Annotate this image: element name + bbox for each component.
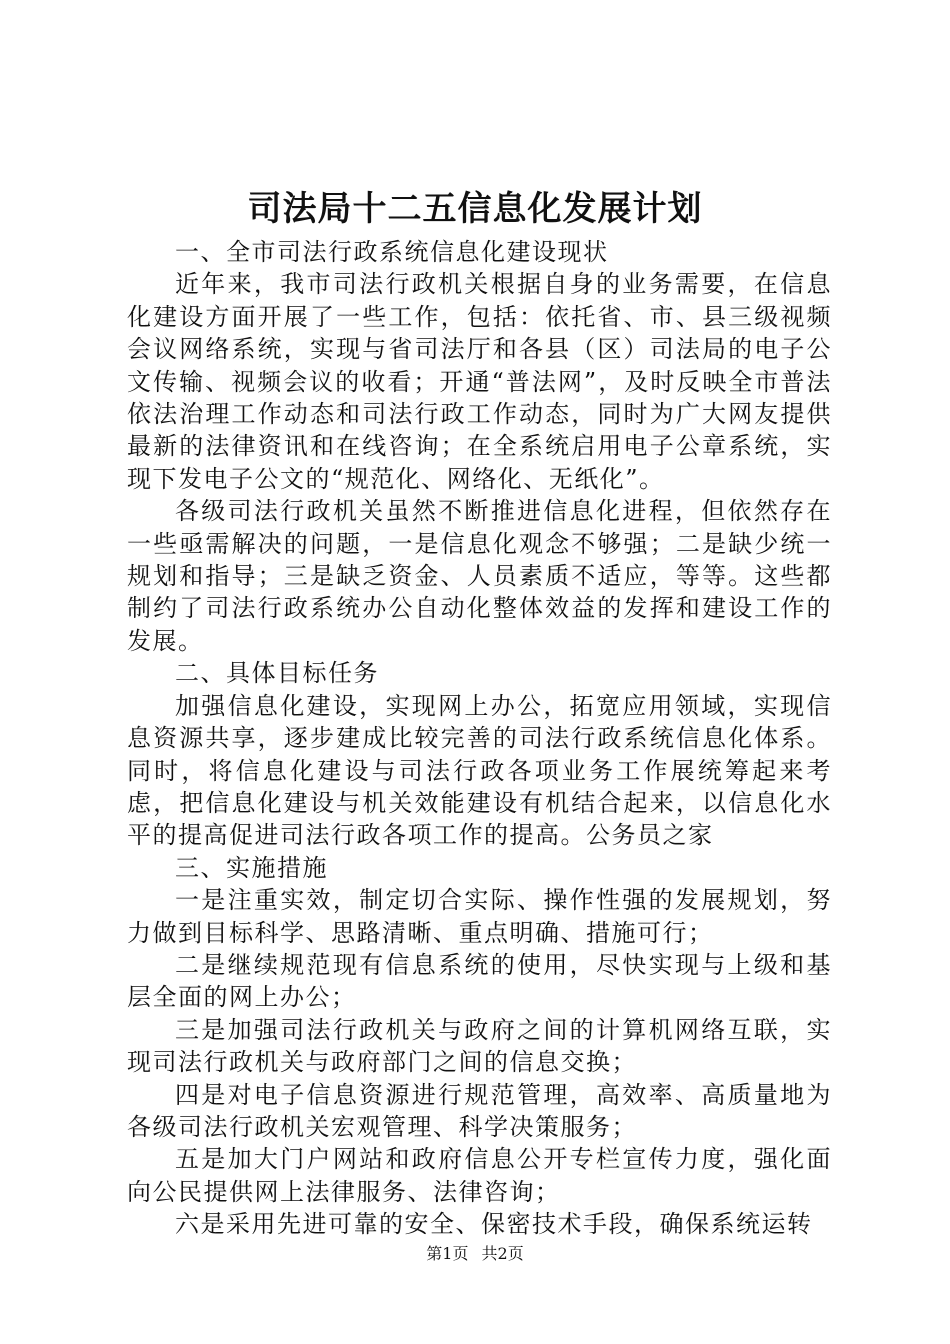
measure-item: 二是继续规范现有信息系统的使用，尽快实现与上级和基层全面的网上办公；: [127, 950, 832, 1012]
section-heading-3: 三、实施措施: [175, 853, 328, 882]
document-body: [127, 236, 832, 1241]
document-title: 司法局十二五信息化发展计划: [247, 189, 703, 229]
page-footer: [0, 1243, 950, 1265]
body-paragraph: 各级司法行政机关虽然不断推进信息化进程，但依然存在一些亟需解决的问题，一是信息化观念不够强；二是缺少统一规划和指导；三是缺乏资金、人员素质不适应，等等。这些都制约了司法行政系统办公自动化整体效益的发挥和建设工作的发展。: [127, 497, 832, 655]
section-heading-2: 二、具体目标任务: [175, 659, 379, 688]
section-heading-1: 一、全市司法行政系统信息化建设现状: [175, 238, 609, 266]
body-paragraph: 近年来，我市司法行政机关根据自身的业务需要，在信息化建设方面开展了一些工作，包括：依托省、市、县三级视频会议网络系统，实现与省司法厅和各县（区）司法局的电子公文传输、视频会议的收看；开通“普法网”，及时反映全市普法依法治理工作动态和司法行政工作动态，同时为广大网友提供最新的法律资讯和在线咨询；在全系统启用电子公章系统，实现下发电子公文的“规范化、网络化、无纸化”。: [127, 270, 832, 493]
page-number: 第1页: [426, 1244, 469, 1263]
measure-item: 五是加大门户网站和政府信息公开专栏宣传力度，强化面向公民提供网上法律服务、法律咨询；: [127, 1145, 832, 1206]
body-paragraph: 加强信息化建设，实现网上办公，拓宽应用领域，实现信息资源共享，逐步建成比较完善的司法行政系统信息化体系。同时，将信息化建设与司法行政各项业务工作展统筹起来考虑，把信息化建设与机关效能建设有机结合起来，以信息化水平的提高促进司法行政各项工作的提高。公务员之家: [127, 691, 832, 850]
page-total: 共2页: [481, 1244, 524, 1263]
measure-item: 一是注重实效，制定切合实际、操作性强的发展规划，努力做到目标科学、思路清晰、重点明确、措施可行；: [127, 886, 832, 947]
measure-item: 四是对电子信息资源进行规范管理，高效率、高质量地为各级司法行政机关宏观管理、科学决策服务；: [127, 1080, 832, 1141]
measure-item: 六是采用先进可靠的安全、保密技术手段，确保系统运转: [175, 1210, 813, 1239]
measure-item: 三是加强司法行政机关与政府之间的计算机网络互联，实现司法行政机关与政府部门之间的信息交换；: [127, 1015, 832, 1077]
